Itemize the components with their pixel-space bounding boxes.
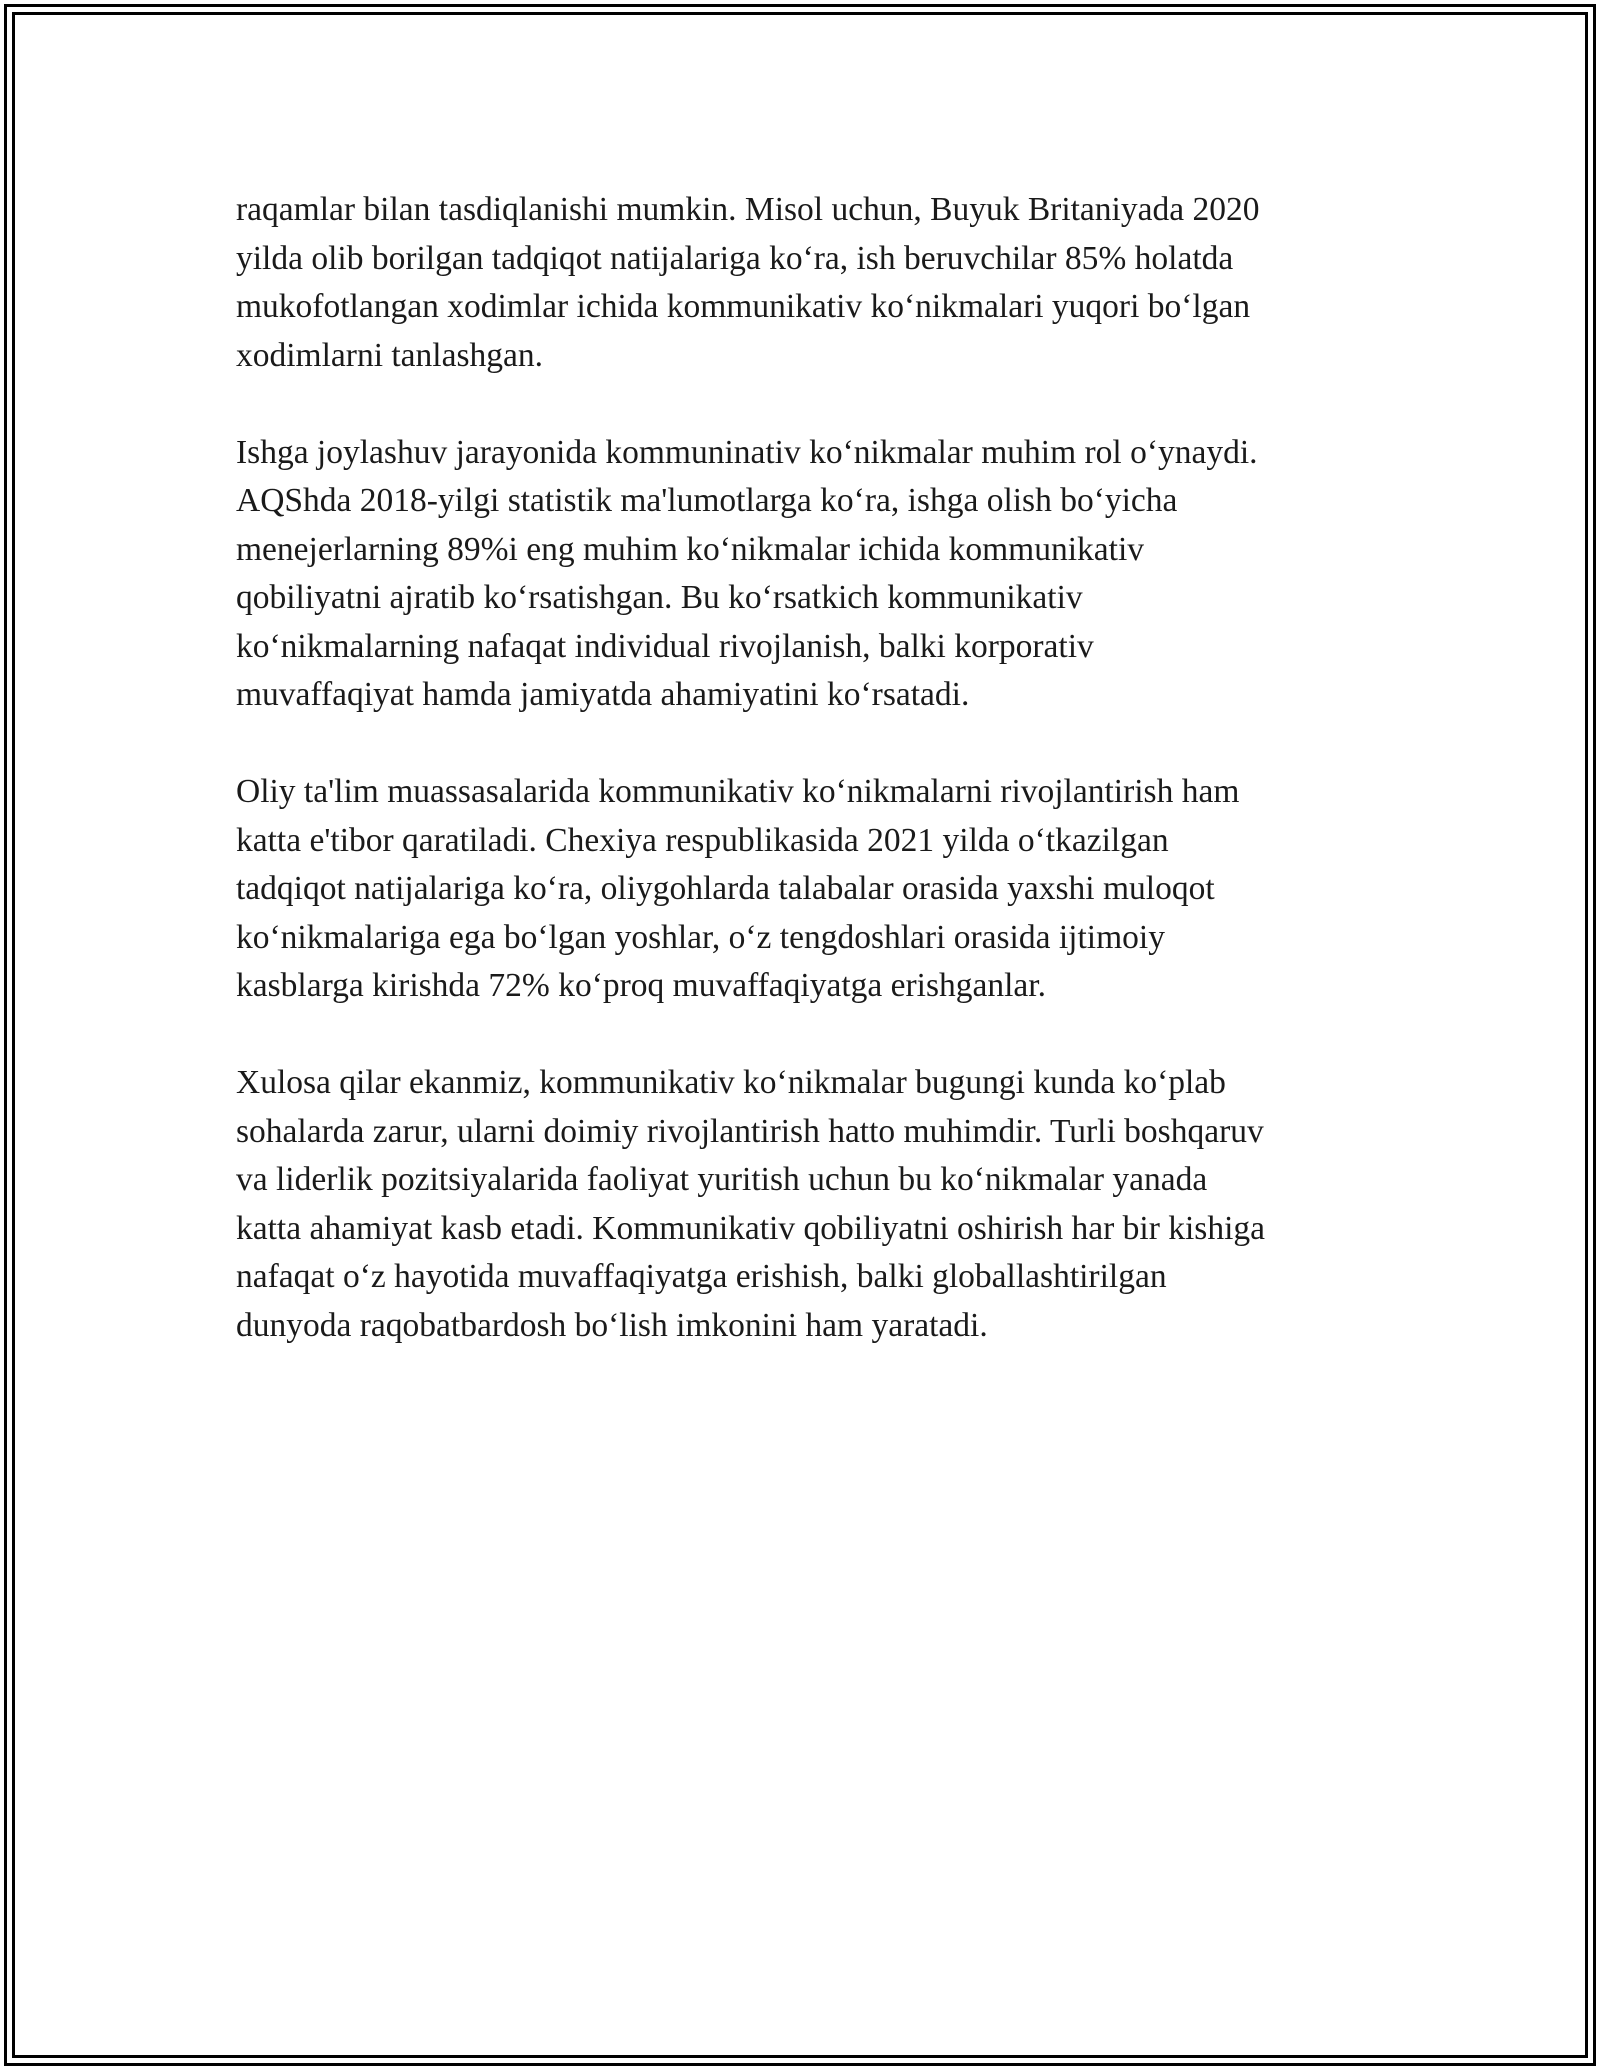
paragraph-2 — [236, 429, 1376, 720]
text-line: qobiliyatni ajratib ko‘rsatishgan. Bu ko‘rsatkich kommunikativ — [236, 579, 1083, 616]
text-line: raqamlar bilan tasdiqlanishi mumkin. Misol uchun, Buyuk Britaniyada 2020 — [236, 191, 1260, 228]
text-line: menejerlarning 89%i eng muhim ko‘nikmalar ichida kommunikativ — [236, 530, 1145, 568]
text-line: Xulosa qilar ekanmiz, kommunikativ ko‘nikmalar bugungi kunda ko‘plab — [236, 1064, 1226, 1101]
paragraph-4 — [236, 1059, 1376, 1350]
text-line: ko‘nikmalariga ega bo‘lgan yoshlar, o‘z tengdoshlari orasida ijtimoiy — [236, 918, 1165, 956]
text-line: kasblarga kirishda 72% ko‘proq muvaffaqiyatga erishganlar. — [236, 967, 1046, 1004]
text-line: AQShda 2018-yilgi statistik ma'lumotlarga ko‘ra, ishga olish bo‘yicha — [236, 482, 1178, 519]
text-line: Ishga joylashuv jarayonida kommuninativ ko‘nikmalar muhim rol o‘ynaydi. — [236, 433, 1258, 471]
text-line: dunyoda raqobatbardosh bo‘lish imkonini ham yaratadi. — [236, 1306, 988, 1344]
document-body — [236, 186, 1376, 1399]
text-line: Oliy ta'lim muassasalarida kommunikativ ko‘nikmalarni rivojlantirish ham — [236, 773, 1240, 810]
text-line: katta ahamiyat kasb etadi. Kommunikativ qobiliyatni oshirish har bir kishiga — [236, 1209, 1265, 1247]
paragraph-3 — [236, 768, 1376, 1011]
text-line: muvaffaqiyat hamda jamiyatda ahamiyatini ko‘rsatadi. — [236, 676, 970, 713]
paragraph-1 — [236, 186, 1376, 380]
text-line: sohalarda zarur, ularni doimiy rivojlantirish hatto muhimdir. Turli boshqaruv — [236, 1112, 1264, 1150]
text-line: mukofotlangan xodimlar ichida kommunikativ ko‘nikmalari yuqori bo‘lgan — [236, 288, 1251, 325]
text-line: ko‘nikmalarning nafaqat individual rivojlanish, balki korporativ — [236, 627, 1094, 665]
text-line: nafaqat o‘z hayotida muvaffaqiyatga erishish, balki globallashtirilgan — [236, 1258, 1167, 1295]
text-line: tadqiqot natijalariga ko‘ra, oliygohlarda talabalar orasida yaxshi muloqot — [236, 870, 1215, 907]
text-line: yilda olib borilgan tadqiqot natijalariga ko‘ra, ish beruvchilar 85% holatda — [236, 239, 1234, 277]
text-line: va liderlik pozitsiyalarida faoliyat yuritish uchun bu ko‘nikmalar yanada — [236, 1161, 1208, 1198]
text-line: katta e'tibor qaratiladi. Chexiya respublikasida 2021 yilda o‘tkazilgan — [236, 821, 1169, 859]
text-line: xodimlarni tanlashgan. — [236, 336, 544, 374]
